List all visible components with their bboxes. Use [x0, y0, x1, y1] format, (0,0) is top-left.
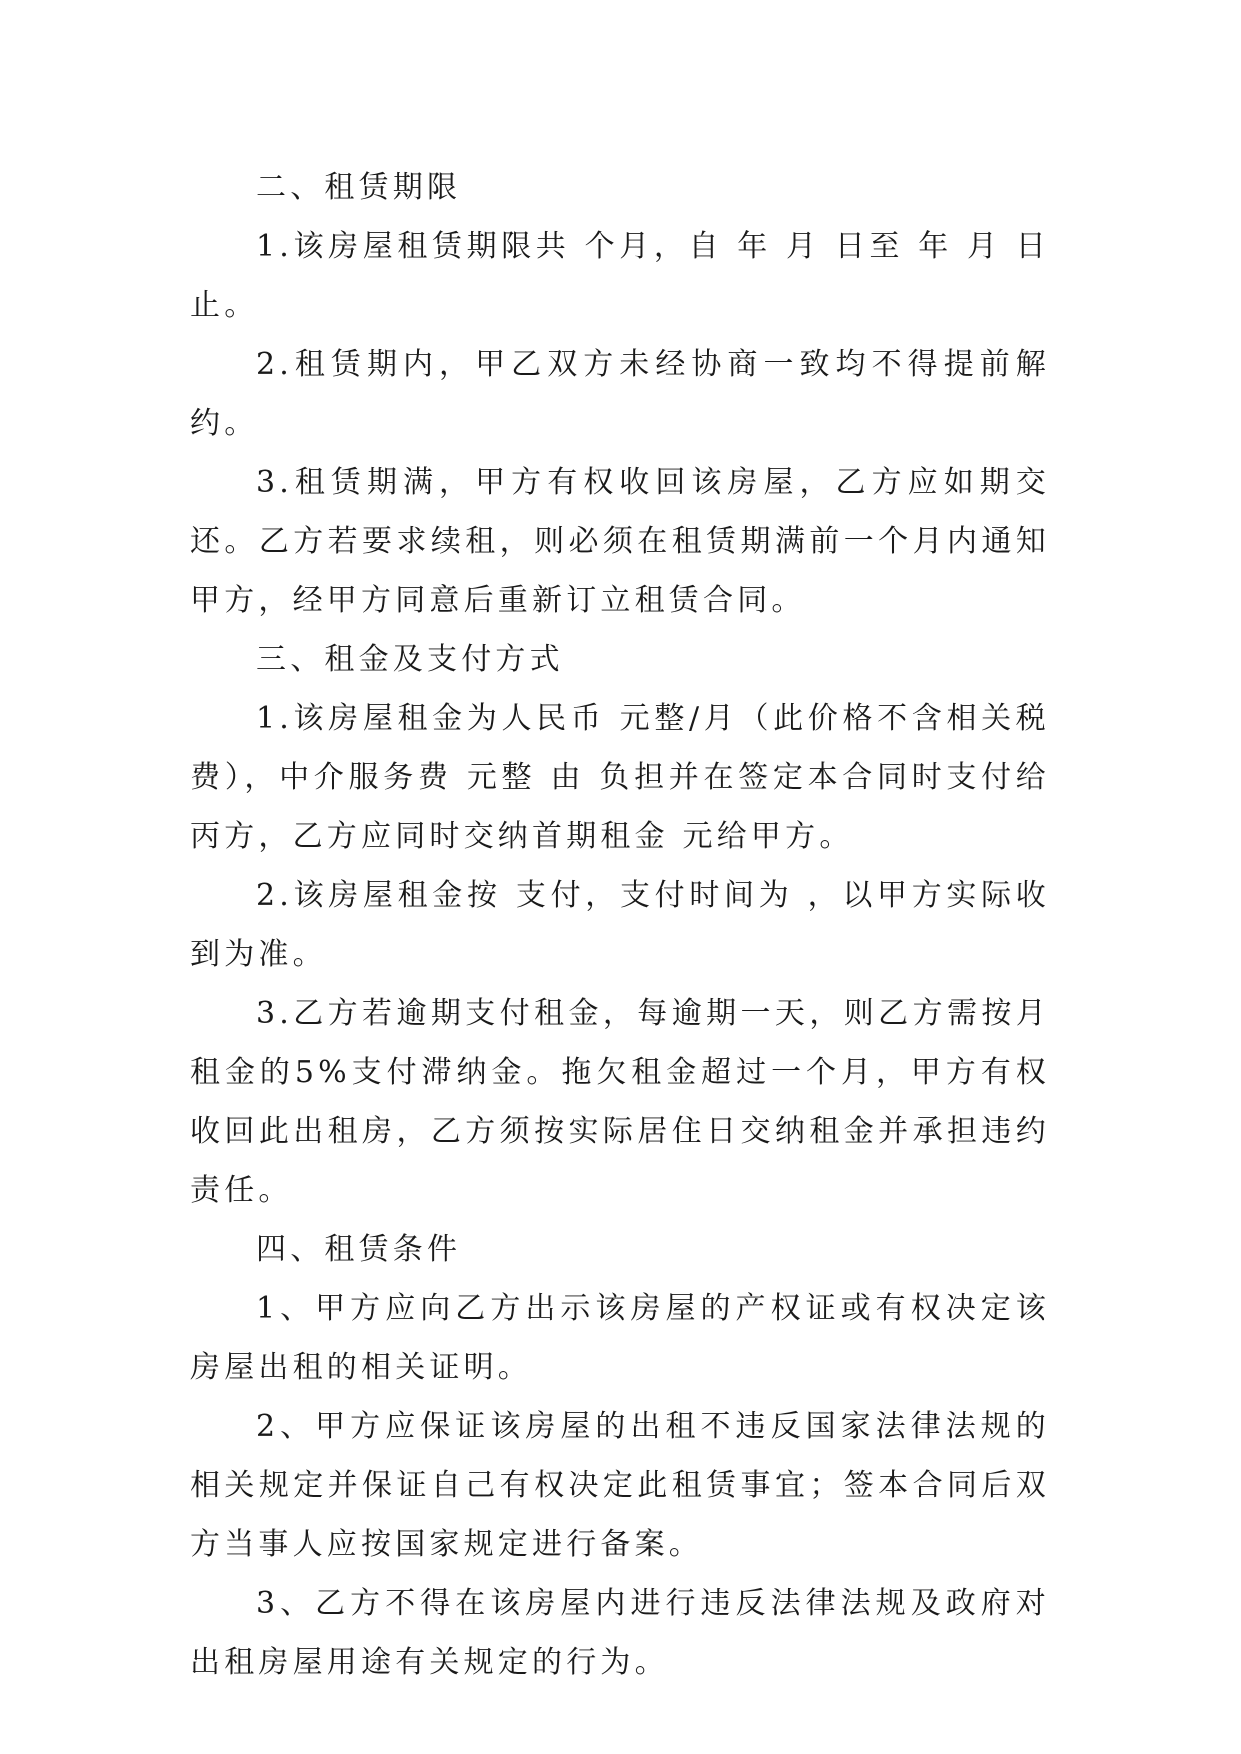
paragraph-rent-payment-1: 1.该房屋租金为人民币 元整/月（此价格不含相关税费），中介服务费 元整 由 负担并在签定本合同时支付给丙方，乙方应同时交纳首期租金 元给甲方。 — [190, 701, 1050, 854]
paragraph-lease-conditions-3: 3、乙方不得在该房屋内进行违反法律法规及政府对出租房屋用途有关规定的行为。 — [190, 1586, 1050, 1680]
document-body — [190, 158, 1050, 1692]
paragraph-lease-term-1: 1.该房屋租赁期限共 个月，自 年 月 日至 年 月 日止。 — [190, 229, 1050, 323]
section-heading-lease-conditions: 四、租赁条件 — [256, 1232, 462, 1267]
paragraph-rent-payment-2: 2.该房屋租金按 支付，支付时间为 ，以甲方实际收到为准。 — [190, 878, 1050, 972]
paragraph-lease-conditions-2: 2、甲方应保证该房屋的出租不违反国家法律法规的相关规定并保证自己有权决定此租赁事宜；签本合同后双方当事人应按国家规定进行备案。 — [190, 1409, 1050, 1562]
section-heading-rent-payment: 三、租金及支付方式 — [256, 642, 564, 677]
paragraph-lease-conditions-1: 1、甲方应向乙方出示该房屋的产权证或有权决定该房屋出租的相关证明。 — [190, 1291, 1050, 1385]
paragraph-lease-term-2: 2.租赁期内，甲乙双方未经协商一致均不得提前解约。 — [190, 347, 1050, 441]
paragraph-lease-term-3: 3.租赁期满，甲方有权收回该房屋，乙方应如期交还。乙方若要求续租，则必须在租赁期满前一个月内通知甲方，经甲方同意后重新订立租赁合同。 — [190, 465, 1050, 618]
section-heading-lease-term: 二、租赁期限 — [256, 170, 462, 205]
paragraph-rent-payment-3: 3.乙方若逾期支付租金，每逾期一天，则乙方需按月租金的5%支付滞纳金。拖欠租金超过一个月，甲方有权收回此出租房，乙方须按实际居住日交纳租金并承担违约责任。 — [190, 996, 1050, 1208]
